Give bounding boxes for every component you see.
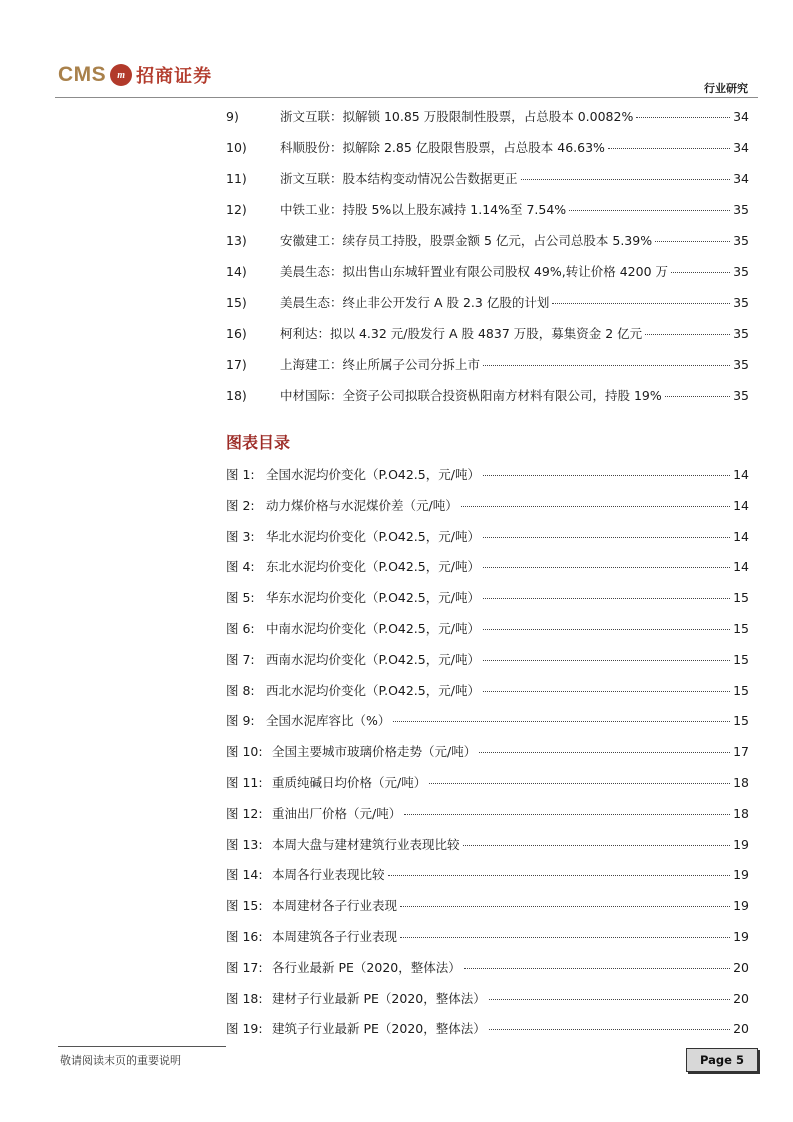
figure-label: 图 8: (226, 682, 255, 698)
figure-label: 图 10: (226, 744, 263, 760)
figure-page[interactable]: 19 (733, 836, 749, 852)
figure-label: 图 12: (226, 805, 263, 821)
dot-leader (404, 814, 730, 815)
toc-entry-number: 16) (226, 326, 247, 341)
toc-entry[interactable] (226, 169, 749, 187)
dot-leader (463, 845, 731, 846)
figure-label: 图 6: (226, 621, 255, 636)
figure-title[interactable]: 华东水泥均价变化（P.O42.5，元/吨） (266, 590, 480, 606)
dot-leader (608, 148, 730, 149)
report-category: 行业研究 (704, 82, 748, 95)
figure-page[interactable]: 14 (733, 497, 749, 513)
figure-entry[interactable] (226, 989, 749, 1007)
page-number-badge: Page 5 (686, 1048, 758, 1072)
toc-entry[interactable] (226, 231, 749, 249)
toc-entry-title[interactable]: 柯利达：拟以 4.32 元/股发行 A 股 4837 万股，募集资金 2 亿元 (280, 326, 643, 341)
header-divider (55, 97, 758, 98)
figure-entry[interactable] (226, 527, 749, 545)
figure-label: 图 14: (226, 867, 263, 883)
figure-title[interactable]: 华北水泥均价变化（P.O42.5，元/吨） (266, 528, 480, 544)
figure-title[interactable]: 西北水泥均价变化（P.O42.5，元/吨） (266, 682, 480, 698)
toc-entry[interactable] (226, 355, 749, 373)
toc-entry-title[interactable]: 安徽建工：续存员工持股，股票金额 5 亿元，占公司总股本 5.39% (280, 233, 653, 248)
figure-title[interactable]: 本周建材各子行业表现 (272, 898, 398, 914)
figure-page[interactable]: 19 (733, 867, 749, 883)
dot-leader (671, 272, 730, 273)
figure-title[interactable]: 建材子行业最新 PE（2020，整体法） (272, 990, 486, 1006)
toc-entry-number: 9) (226, 109, 239, 124)
figure-page[interactable]: 15 (733, 682, 749, 698)
figure-label: 图 3: (226, 528, 255, 544)
toc-entry-title[interactable]: 科顺股份：拟解除 2.85 亿股限售股票，占总股本 46.63% (280, 140, 605, 155)
figure-entry[interactable] (226, 835, 749, 853)
dot-leader (483, 475, 730, 476)
footer-disclaimer: 敬请阅读末页的重要说明 (60, 1054, 181, 1067)
figure-label: 图 13: (226, 836, 263, 852)
dot-leader (645, 334, 730, 335)
toc-entry-title[interactable]: 中材国际：全资子公司拟联合投资枞阳南方材料有限公司，持股 19% (280, 388, 662, 403)
figure-title[interactable]: 本周各行业表现比较 (272, 867, 385, 883)
brand-name-en: CMS (58, 63, 107, 86)
dot-leader (483, 598, 730, 599)
figure-title[interactable]: 建筑子行业最新 PE（2020，整体法） (272, 1021, 486, 1037)
figure-title[interactable]: 全国水泥库容比（%） (266, 713, 391, 729)
figure-entry[interactable] (226, 865, 749, 883)
figure-page[interactable]: 14 (733, 559, 749, 575)
toc-entry-number: 14) (226, 264, 247, 279)
dot-leader (483, 660, 730, 661)
figure-title[interactable]: 中南水泥均价变化（P.O42.5，元/吨） (266, 621, 480, 636)
figure-title[interactable]: 东北水泥均价变化（P.O42.5，元/吨） (266, 559, 480, 575)
figure-label: 图 2: (226, 497, 255, 513)
figure-page[interactable]: 14 (733, 528, 749, 544)
toc-entry[interactable] (226, 262, 749, 280)
dot-leader (483, 629, 730, 630)
figure-page[interactable]: 19 (733, 898, 749, 914)
toc-entry-title[interactable]: 中铁工业：持股 5%以上股东减持 1.14%至 7.54% (280, 202, 567, 217)
dot-leader (483, 691, 730, 692)
brand-emblem-icon: m (110, 64, 132, 86)
dot-leader (569, 210, 730, 211)
toc-entry-page[interactable]: 34 (733, 171, 749, 186)
toc-entry[interactable] (226, 200, 749, 218)
toc-entry[interactable] (226, 107, 749, 125)
toc-entry-number: 15) (226, 295, 247, 310)
toc-entry-page[interactable]: 35 (733, 202, 749, 217)
figure-title[interactable]: 重油出厂价格（元/吨） (272, 805, 402, 821)
figure-entry[interactable] (226, 742, 749, 760)
figure-label: 图 9: (226, 713, 255, 729)
dot-leader (461, 506, 730, 507)
dot-leader (400, 937, 730, 938)
toc-entry-title[interactable]: 美晨生态：终止非公开发行 A 股 2.3 亿股的计划 (280, 295, 550, 310)
toc-entry-page[interactable]: 35 (733, 264, 749, 279)
dot-leader (655, 241, 730, 242)
figure-label: 图 16: (226, 929, 263, 944)
figure-page[interactable]: 19 (733, 929, 749, 944)
figure-label: 图 11: (226, 775, 263, 790)
figure-title[interactable]: 本周建筑各子行业表现 (272, 929, 398, 944)
figure-page[interactable]: 14 (733, 467, 749, 482)
figure-page[interactable]: 20 (733, 1021, 749, 1037)
figure-page[interactable]: 18 (733, 805, 749, 821)
dot-leader (464, 968, 730, 969)
figure-page[interactable]: 15 (733, 651, 749, 667)
dot-leader (483, 567, 730, 568)
toc-entry-page[interactable]: 34 (733, 140, 749, 155)
figure-entry[interactable] (226, 681, 749, 699)
figure-label: 图 18: (226, 990, 263, 1006)
footer-divider (58, 1046, 226, 1047)
toc-entry-number: 12) (226, 202, 247, 217)
toc-entry-page[interactable]: 35 (733, 357, 749, 372)
toc-entry-page[interactable]: 35 (733, 295, 749, 310)
dot-leader (388, 875, 731, 876)
dot-leader (636, 117, 730, 118)
toc-entry[interactable] (226, 293, 749, 311)
dot-leader (393, 721, 730, 722)
dot-leader (400, 906, 730, 907)
figure-title[interactable]: 全国主要城市玻璃价格走势（元/吨） (272, 744, 477, 760)
figure-title[interactable]: 全国水泥均价变化（P.O42.5，元/吨） (266, 467, 480, 482)
dot-leader (429, 783, 730, 784)
toc-entry-number: 17) (226, 357, 247, 372)
figure-label: 图 17: (226, 959, 263, 975)
figure-entry[interactable] (226, 557, 749, 575)
dot-leader (479, 752, 730, 753)
figure-page[interactable]: 17 (733, 744, 749, 760)
toc-entry[interactable] (226, 138, 749, 156)
figure-title[interactable]: 本周大盘与建材建筑行业表现比较 (272, 836, 460, 852)
figure-entry[interactable] (226, 588, 749, 606)
figure-page[interactable]: 18 (733, 775, 749, 790)
toc-entry-page[interactable]: 35 (733, 388, 749, 403)
toc-entry-title[interactable]: 美晨生态：拟出售山东城轩置业有限公司股权 49%,转让价格 4200 万 (280, 264, 668, 279)
figure-title[interactable]: 各行业最新 PE（2020，整体法） (272, 959, 461, 975)
figure-entry[interactable] (226, 804, 749, 822)
dot-leader (665, 396, 730, 397)
figure-entry[interactable] (226, 619, 749, 637)
brand-name-cn: 招商证券 (136, 66, 213, 87)
dot-leader (483, 365, 730, 366)
toc-entry-page[interactable]: 35 (733, 326, 749, 341)
figures-section-title: 图表目录 (226, 433, 291, 452)
dot-leader (489, 1029, 730, 1030)
figure-entry[interactable] (226, 711, 749, 729)
toc-entry-page[interactable]: 35 (733, 233, 749, 248)
figure-label: 图 15: (226, 898, 263, 914)
figure-page[interactable]: 15 (733, 590, 749, 606)
toc-entry-title[interactable]: 上海建工：终止所属子公司分拆上市 (280, 357, 481, 372)
toc-entry-number: 10) (226, 140, 247, 155)
toc-entry[interactable] (226, 324, 749, 342)
figure-entry[interactable] (226, 1019, 749, 1037)
toc-entry-number: 11) (226, 171, 247, 186)
toc-entry-title[interactable]: 浙文互联：股本结构变动情况公告数据更正 (280, 171, 518, 186)
figure-label: 图 1: (226, 467, 255, 482)
figure-entry[interactable] (226, 496, 749, 514)
figure-page[interactable]: 20 (733, 959, 749, 975)
dot-leader (483, 537, 730, 538)
figure-entry[interactable] (226, 465, 749, 483)
figure-label: 图 4: (226, 559, 255, 575)
figure-entry[interactable] (226, 896, 749, 914)
figure-page[interactable]: 20 (733, 990, 749, 1006)
figure-title[interactable]: 西南水泥均价变化（P.O42.5，元/吨） (266, 651, 480, 667)
toc-entry-number: 13) (226, 233, 247, 248)
toc-entry-title[interactable]: 浙文互联：拟解锁 10.85 万股限制性股票，占总股本 0.0082% (280, 109, 634, 124)
figure-entry[interactable] (226, 773, 749, 791)
figure-page[interactable]: 15 (733, 713, 749, 729)
figure-label: 图 5: (226, 590, 255, 606)
figure-entry[interactable] (226, 958, 749, 976)
brand-logo (58, 62, 212, 88)
toc-entry[interactable] (226, 386, 749, 404)
dot-leader (521, 179, 731, 180)
toc-entry-page[interactable]: 34 (733, 109, 749, 124)
dot-leader (552, 303, 730, 304)
figure-title[interactable]: 重质纯碱日均价格（元/吨） (272, 775, 427, 790)
figure-entry[interactable] (226, 650, 749, 668)
figure-label: 图 19: (226, 1021, 263, 1037)
figure-label: 图 7: (226, 651, 255, 667)
figure-page[interactable]: 15 (733, 621, 749, 636)
figure-title[interactable]: 动力煤价格与水泥煤价差（元/吨） (266, 497, 458, 513)
figure-entry[interactable] (226, 927, 749, 945)
toc-entry-number: 18) (226, 388, 247, 403)
dot-leader (489, 999, 730, 1000)
